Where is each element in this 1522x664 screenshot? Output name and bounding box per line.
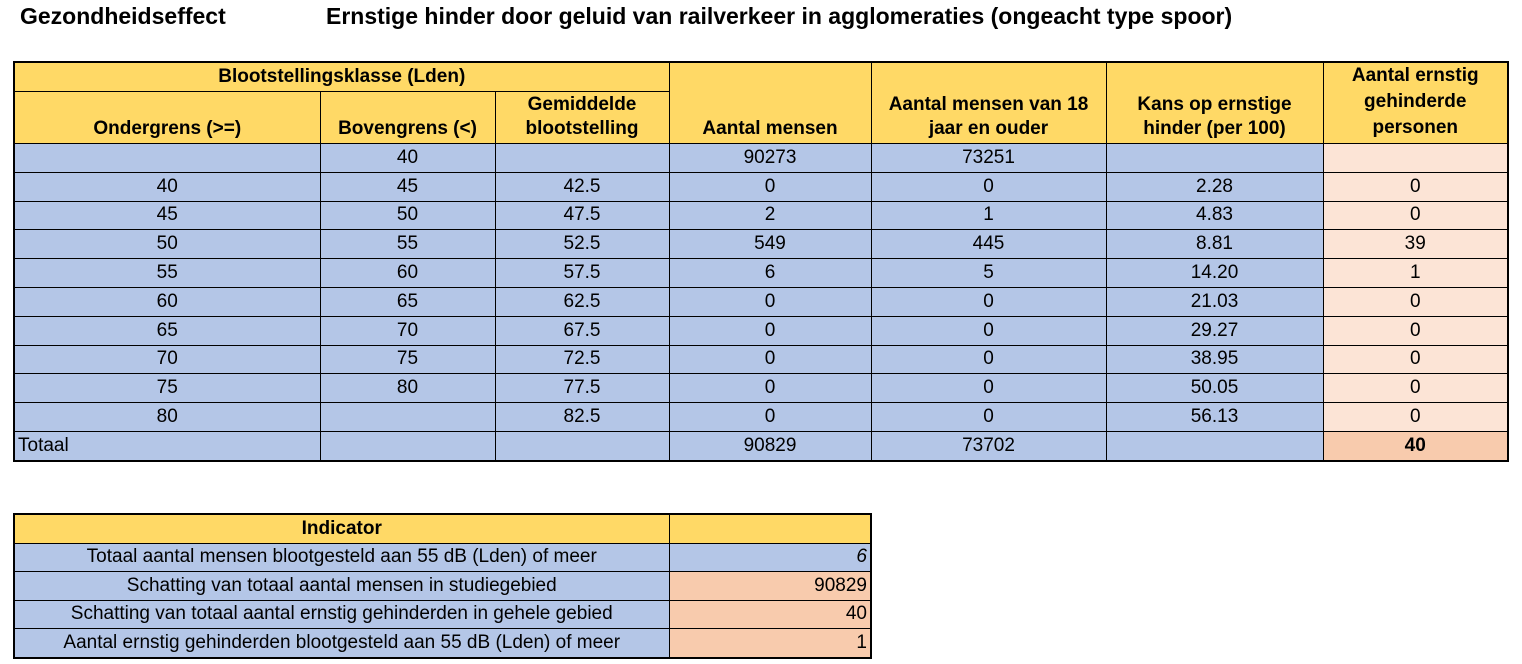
gehinderd-cell: 39: [1323, 230, 1508, 259]
gemiddelde-cell: 62.5: [495, 287, 669, 316]
aantal-cell: 0: [669, 316, 871, 345]
bovengrens-cell: 50: [320, 201, 495, 230]
table-row: [14, 144, 1508, 173]
aantal-18-cell: 0: [871, 374, 1106, 403]
section-label: Gezondheidseffect: [20, 3, 226, 29]
table-row: [14, 230, 1508, 259]
header-kans: Kans op ernstige hinder (per 100): [1106, 62, 1323, 144]
aantal-cell: 2: [669, 201, 871, 230]
header-ondergrens: Ondergrens (>=): [14, 92, 320, 144]
ondergrens-cell: 40: [14, 172, 320, 201]
gemiddelde-cell: 47.5: [495, 201, 669, 230]
gehinderd-cell: 0: [1323, 345, 1508, 374]
kans-cell: 21.03: [1106, 287, 1323, 316]
bovengrens-cell: 70: [320, 316, 495, 345]
header-gemiddelde: Gemiddelde blootstelling: [495, 92, 669, 144]
table-row: [14, 201, 1508, 230]
indicator-label: Totaal aantal mensen blootgesteld aan 55 dB (Lden) of meer: [14, 543, 669, 572]
gemiddelde-cell: 52.5: [495, 230, 669, 259]
gemiddelde-cell: 57.5: [495, 259, 669, 288]
cell: [495, 431, 669, 460]
gemiddelde-cell: 82.5: [495, 403, 669, 432]
indicator-label: Aantal ernstig gehinderden blootgesteld aan 55 dB (Lden) of meer: [14, 629, 669, 658]
ondergrens-cell: 80: [14, 403, 320, 432]
total-gehinderd: 40: [1323, 431, 1508, 460]
header-aantal: Aantal mensen: [669, 62, 871, 144]
aantal-cell: 6: [669, 259, 871, 288]
gehinderd-cell: 0: [1323, 403, 1508, 432]
ondergrens-cell: 65: [14, 316, 320, 345]
cell: [320, 431, 495, 460]
indicator-value: 1: [669, 629, 871, 658]
aantal-18-cell: 0: [871, 345, 1106, 374]
table-row: [14, 172, 1508, 201]
ondergrens-cell: 45: [14, 201, 320, 230]
indicator-value: 90829: [669, 572, 871, 601]
header-aantal-18: Aantal mensen van 18 jaar en ouder: [871, 62, 1106, 144]
kans-cell: 4.83: [1106, 201, 1323, 230]
kans-cell: 38.95: [1106, 345, 1323, 374]
total-label: Totaal: [14, 431, 320, 460]
indicator-table: [13, 513, 872, 659]
aantal-18-cell: 0: [871, 316, 1106, 345]
ondergrens-cell: [14, 144, 320, 173]
table-row: [14, 316, 1508, 345]
ondergrens-cell: 60: [14, 287, 320, 316]
bovengrens-cell: 80: [320, 374, 495, 403]
bovengrens-cell: 45: [320, 172, 495, 201]
page-title: Ernstige hinder door geluid van railverkeer in agglomeraties (ongeacht type spoor): [326, 3, 1233, 29]
total-aantal-18: 73702: [871, 431, 1106, 460]
header-group-exposure: Blootstellingsklasse (Lden): [14, 62, 669, 92]
gemiddelde-cell: [495, 144, 669, 173]
ondergrens-cell: 55: [14, 259, 320, 288]
cell: [1106, 431, 1323, 460]
gehinderd-cell: 0: [1323, 172, 1508, 201]
kans-cell: 50.05: [1106, 374, 1323, 403]
aantal-18-cell: 0: [871, 172, 1106, 201]
gemiddelde-cell: 42.5: [495, 172, 669, 201]
ondergrens-cell: 70: [14, 345, 320, 374]
kans-cell: 14.20: [1106, 259, 1323, 288]
kans-cell: 29.27: [1106, 316, 1323, 345]
gehinderd-cell: 0: [1323, 201, 1508, 230]
ondergrens-cell: 75: [14, 374, 320, 403]
aantal-cell: 0: [669, 172, 871, 201]
indicator-value: 6: [669, 543, 871, 572]
gehinderd-cell: 1: [1323, 259, 1508, 288]
total-aantal: 90829: [669, 431, 871, 460]
bovengrens-cell: 60: [320, 259, 495, 288]
total-row: [14, 431, 1508, 460]
aantal-cell: 90273: [669, 144, 871, 173]
aantal-cell: 0: [669, 403, 871, 432]
gemiddelde-cell: 67.5: [495, 316, 669, 345]
kans-cell: [1106, 144, 1323, 173]
header-gehinderd: Aantal ernstig gehinderde personen: [1323, 62, 1508, 144]
bovengrens-cell: 55: [320, 230, 495, 259]
aantal-18-cell: 73251: [871, 144, 1106, 173]
gehinderd-cell: 0: [1323, 374, 1508, 403]
gehinderd-cell: 0: [1323, 287, 1508, 316]
indicator-header-value: [669, 514, 871, 543]
aantal-18-cell: 5: [871, 259, 1106, 288]
aantal-cell: 549: [669, 230, 871, 259]
table-row: [14, 403, 1508, 432]
header-bovengrens: Bovengrens (<): [320, 92, 495, 144]
kans-cell: 8.81: [1106, 230, 1323, 259]
gemiddelde-cell: 72.5: [495, 345, 669, 374]
indicator-value: 40: [669, 600, 871, 629]
aantal-18-cell: 1: [871, 201, 1106, 230]
aantal-18-cell: 0: [871, 403, 1106, 432]
kans-cell: 56.13: [1106, 403, 1323, 432]
aantal-cell: 0: [669, 345, 871, 374]
bovengrens-cell: [320, 403, 495, 432]
aantal-18-cell: 445: [871, 230, 1106, 259]
gemiddelde-cell: 77.5: [495, 374, 669, 403]
aantal-cell: 0: [669, 287, 871, 316]
ondergrens-cell: 50: [14, 230, 320, 259]
table-row: [14, 287, 1508, 316]
aantal-18-cell: 0: [871, 287, 1106, 316]
table-row: [14, 374, 1508, 403]
table-row: [14, 345, 1508, 374]
table-row: [14, 259, 1508, 288]
indicator-label: Schatting van totaal aantal ernstig gehinderden in gehele gebied: [14, 600, 669, 629]
bovengrens-cell: 65: [320, 287, 495, 316]
exposure-table: [13, 61, 1509, 462]
gehinderd-cell: 0: [1323, 316, 1508, 345]
indicator-header: Indicator: [14, 514, 669, 543]
gehinderd-cell: [1323, 144, 1508, 173]
bovengrens-cell: 75: [320, 345, 495, 374]
indicator-label: Schatting van totaal aantal mensen in studiegebied: [14, 572, 669, 601]
aantal-cell: 0: [669, 374, 871, 403]
kans-cell: 2.28: [1106, 172, 1323, 201]
bovengrens-cell: 40: [320, 144, 495, 173]
